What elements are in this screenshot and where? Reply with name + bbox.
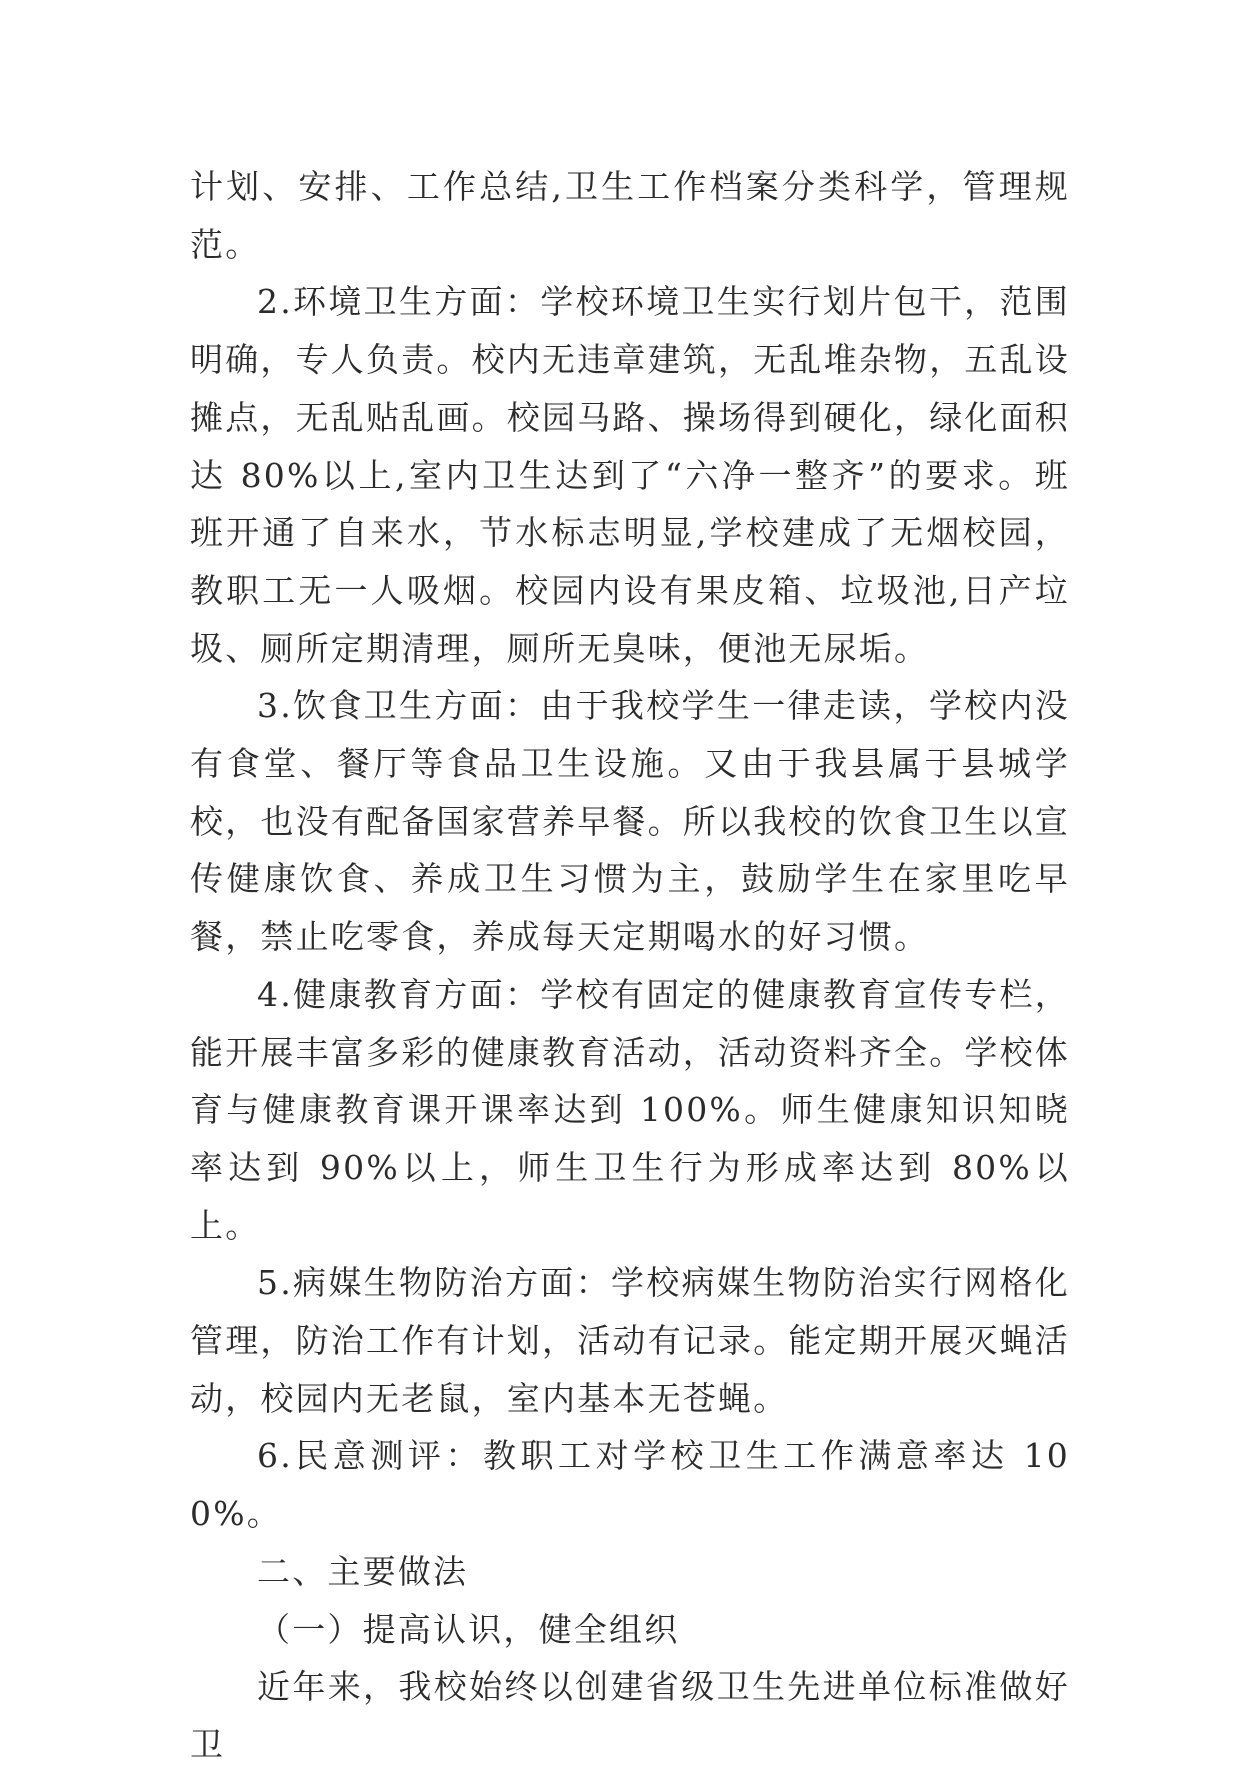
paragraph-environment-hygiene: 2.环境卫生方面：学校环境卫生实行划片包干，范围明确，专人负责。校内无违章建筑，无乱堆杂物，五乱设摊点，无乱贴乱画。校园马路、操场得到硬化，绿化面积达 80%以上,室内卫生达到了“六净一整齐”的要求。班班开通了自来水，节水标志明显,学校建成了无烟校园，教职工无一人吸烟。校园内设有果皮箱、垃圾池,日产垃圾、厕所定期清理，厕所无臭味，便池无尿垢。	[190, 282, 1070, 668]
section-heading-main-practices: 二、主要做法	[257, 1551, 469, 1591]
paragraph-health-education: 4.健康教育方面：学校有固定的健康教育宣传专栏，能开展丰富多彩的健康教育活动，活动资料齐全。学校体育与健康教育课开课率达到 100%。师生健康知识知晓率达到 90%以上，师生卫生行为形成率达到 80%以上。	[190, 974, 1070, 1245]
subsection-heading-awareness: （一）提高认识，健全组织	[257, 1609, 680, 1649]
paragraph-opinion-survey: 6.民意测评：教职工对学校卫生工作满意率达 100%。	[190, 1436, 1070, 1534]
paragraph-recent-years: 近年来，我校始终以创建省级卫生先进单位标准做好卫	[190, 1667, 1070, 1764]
paragraph-food-hygiene: 3.饮食卫生方面：由于我校学生一律走读，学校内没有食堂、餐厅等食品卫生设施。又由于我县属于县城学校，也没有配备国家营养早餐。所以我校的饮食卫生以宣传健康饮食、养成卫生习惯为主，鼓励学生在家里吃早餐，禁止吃零食，养成每天定期喝水的好习惯。	[190, 686, 1070, 957]
document-body	[190, 158, 1070, 1774]
paragraph-vector-control: 5.病媒生物防治方面：学校病媒生物防治实行网格化管理，防治工作有计划，活动有记录。能定期开展灭蝇活动，校园内无老鼠，室内基本无苍蝇。	[190, 1263, 1070, 1418]
paragraph-continuation: 计划、安排、工作总结,卫生工作档案分类科学，管理规范。	[190, 167, 1070, 264]
